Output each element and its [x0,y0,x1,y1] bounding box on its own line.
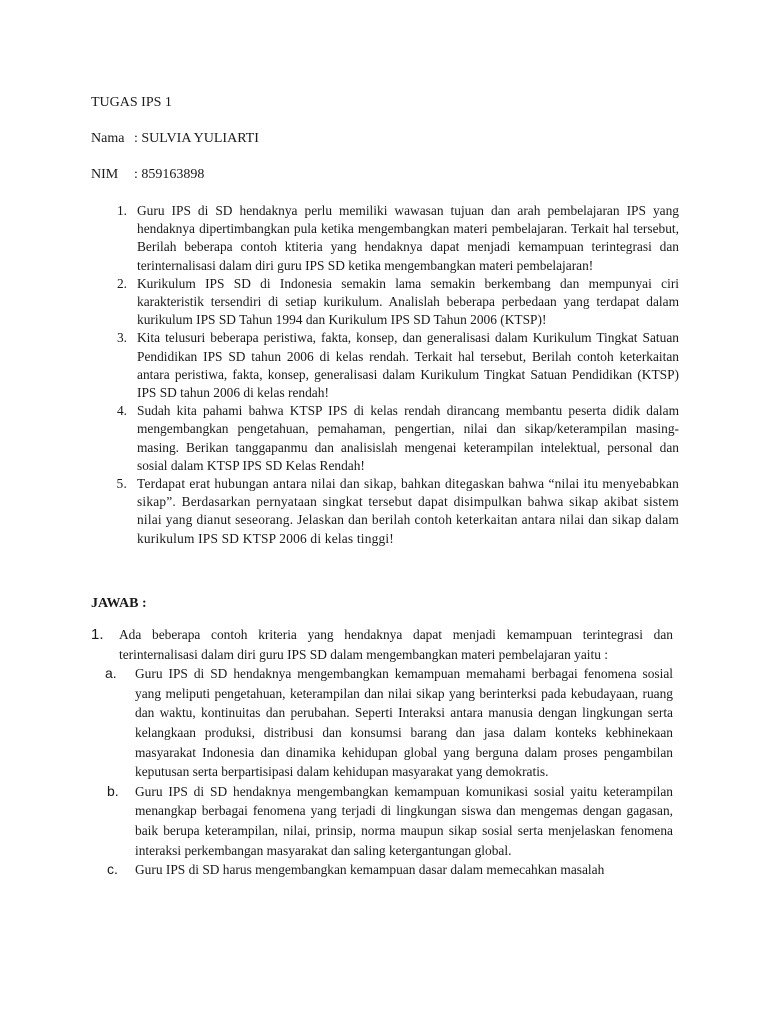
subitem-text: Guru IPS di SD hendaknya mengembangkan kemampuan komunikasi sosial yaitu keterampilan menangkap berbagai fenomena yang terjadi di lingkungan siswa dan mengemas dengan gagasan, baik berupa keterampilan, nilai, prinsip, norma maupun sikap sosial serta menjelaskan fenomena interaksi perkembangan masyarakat dan saling ketergantungan global. [135,783,673,858]
student-nim-field [91,167,204,183]
question-number: 4. [116,403,127,419]
document-title: TUGAS IPS 1 [91,95,172,110]
question-item [91,402,679,475]
question-list [91,202,679,548]
answer-item [91,625,673,664]
question-number: 2. [116,275,127,291]
answer-heading: JAWAB : [91,596,147,611]
question-number: 3. [116,330,127,346]
answer-number: 1. [91,626,104,643]
subitem-text: Guru IPS di SD hendaknya mengembangkan kemampuan memahami berbagai fenomena sosial yang meliputi pengetahuan, keterampilan dan nilai sikap yang berinterksi pada kebudayaan, ruang dan waktu, kontinuitas dan perubahan. Seperti Interaksi antara manusia dengan lingkungan serta kelangkaan produksi, distribusi dan konsumsi barang dan jasa dalam konteks kebhinekaan masyarakat Indonesia dan dinamika kehidupan global yang berguna dalam proses pengambilan keputusan serta berpartisipasi dalam kehidupan masyarakat yang demokratis. [135,666,673,780]
question-number: 5. [116,476,127,492]
answer-list [91,625,673,880]
nim-value: : 859163898 [134,167,205,182]
name-value: : SULVIA YULIARTI [134,131,259,146]
question-text: Kurikulum IPS SD di Indonesia semakin lama semakin berkembang dan mempunyai ciri karakteristik tersendiri di setiap kurikulum. Analislah beberapa perbedaan yang terdapat dalam kurikulum IPS SD Tahun 1994 dan Kurikulum IPS SD Tahun 2006 (KTSP)! [137,275,679,328]
subitem-letter: a. [105,665,117,682]
question-text: Kita telusuri beberapa peristiwa, fakta, konsep, dan generalisasi dalam Kurikulum Tingkat Satuan Pendidikan IPS SD tahun 2006 di kelas rendah. Terkait hal tersebut, Berilah contoh keterkaitan antara peristiwa, fakta, konsep, generalisasi dalam Kurikulum Tingkat Satuan Pendidikan (KTSP) IPS SD tahun 2006 di kelas rendah! [137,330,679,401]
question-item [91,475,679,548]
subitem-text: Guru IPS di SD harus mengembangkan kemampuan dasar dalam memecahkan masalah [135,862,605,878]
question-text: Sudah kita pahami bahwa KTSP IPS di kelas rendah dirancang membantu peserta didik dalam mengembangkan pengetahuan, pemahaman, pengertian, nilai dan sikap/keterampilan masing-masing. Berikan tanggapanmu dan analisislah mengenai keterampilan intelektual, personal dan sosial dalam KTSP IPS SD Kelas Rendah! [137,403,679,473]
answer-subitem [107,782,673,860]
subitem-letter: c. [107,861,118,878]
name-label: Nama [91,131,125,146]
student-name-field [91,131,259,147]
nim-label: NIM [91,167,119,182]
answer-subitem [107,860,673,880]
question-number: 1. [116,203,127,218]
question-text: Guru IPS di SD hendaknya perlu memiliki wawasan tujuan dan arah pembelajaran IPS yang hendaknya dipertimbangkan pula ketika mengembangkan materi pembelajaran. Terkait hal tersebut, Berilah beberapa contoh ktiteria yang hendaknya dapat menjadi kemampuan terintegrasi dan terinternalisasi dalam diri guru IPS SD ketika mengembangkan materi pembelajaran! [137,203,679,273]
answer-subitem [105,664,673,782]
subitem-letter: b. [107,782,119,799]
question-item [91,275,679,330]
question-item [91,202,679,275]
question-item [91,329,679,402]
answer-text: Ada beberapa contoh kriteria yang hendaknya dapat menjadi kemampuan terintegrasi dan terinternalisasi dalam diri guru IPS SD dalam mengembangkan materi pembelajaran yaitu : [119,627,673,662]
question-text: Terdapat erat hubungan antara nilai dan sikap, bahkan ditegaskan bahwa “nilai itu menyebabkan sikap”. Berdasarkan pernyataan singkat tersebut dapat disimpulkan bahwa sikap akibat sistem nilai yang dianut seseorang. Jelaskan dan berilah contoh keterkaitan antara nilai dan sikap dalam kurikulum IPS SD KTSP 2006 di kelas tinggi! [137,476,679,546]
